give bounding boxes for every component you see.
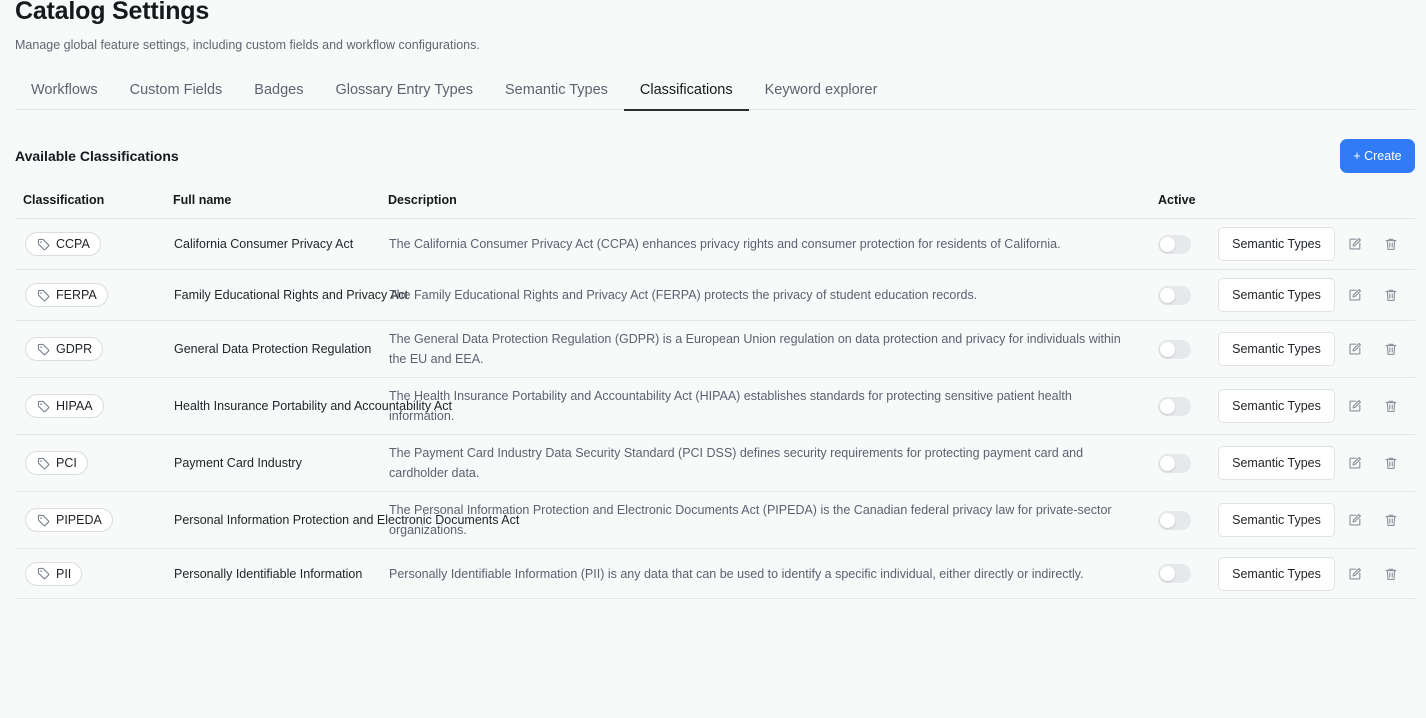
edit-cell: [1346, 321, 1364, 377]
header-classification: Classification: [23, 193, 105, 207]
semantic-types-cell: [1218, 321, 1335, 377]
classification-tag: [25, 232, 101, 256]
tab-custom-fields[interactable]: Custom Fields: [129, 82, 223, 98]
tag-icon: [37, 343, 50, 356]
trash-icon[interactable]: [1382, 286, 1400, 304]
classification-tag-label: PIPEDA: [56, 513, 102, 527]
classification-tag-label: PII: [56, 566, 72, 581]
classification-tag-label: FERPA: [56, 288, 97, 302]
tag-icon: [37, 514, 50, 527]
full-name: Family Educational Rights and Privacy Act: [174, 288, 409, 302]
page-subtitle: Manage global feature settings, including custom fields and workflow configurations.: [15, 38, 480, 52]
table-row: [15, 492, 1415, 549]
table-row: [15, 435, 1415, 492]
table-row: [15, 219, 1415, 270]
tag-icon: [37, 567, 50, 580]
semantic-types-button[interactable]: Semantic Types: [1218, 227, 1335, 261]
tag-icon: [37, 457, 50, 470]
delete-cell: [1382, 378, 1400, 434]
delete-cell: [1382, 219, 1400, 269]
table-row: [15, 321, 1415, 378]
classification-tag: [25, 562, 82, 586]
tag-icon: [37, 289, 50, 302]
active-toggle[interactable]: [1158, 340, 1191, 359]
full-name-cell: [174, 549, 376, 598]
description: The Payment Card Industry Data Security Standard (PCI DSS) defines security requirements for protecting payment card and cardholder data.: [389, 446, 1084, 480]
tag-icon: [37, 400, 50, 413]
edit-cell: [1346, 435, 1364, 491]
delete-cell: [1382, 270, 1400, 320]
classification-cell: [25, 321, 103, 377]
classification-tag: [25, 451, 88, 475]
edit-icon[interactable]: [1346, 454, 1364, 472]
edit-icon[interactable]: [1346, 511, 1364, 529]
description-cell: [389, 549, 1139, 598]
delete-cell: [1382, 492, 1400, 548]
active-cell: [1158, 492, 1191, 548]
delete-cell: [1382, 321, 1400, 377]
description: The Personal Information Protection and Electronic Documents Act (PIPEDA) is the Canadian federal privacy law for private-sector organizations.: [389, 503, 1112, 537]
classification-cell: [25, 378, 104, 434]
semantic-types-cell: [1218, 378, 1335, 434]
tag-icon: [37, 238, 50, 251]
tab-workflows[interactable]: Workflows: [31, 82, 98, 98]
classification-tag: [25, 508, 113, 532]
active-toggle[interactable]: [1158, 286, 1191, 305]
active-toggle[interactable]: [1158, 511, 1191, 530]
trash-icon[interactable]: [1382, 565, 1400, 583]
semantic-types-button[interactable]: Semantic Types: [1218, 446, 1335, 480]
tab-semantic-types[interactable]: Semantic Types: [505, 82, 608, 98]
description: The General Data Protection Regulation (GDPR) is a European Union regulation on data protection and privacy for individuals within the EU and EEA.: [389, 332, 1121, 366]
semantic-types-cell: [1218, 270, 1335, 320]
classification-tag-label: GDPR: [56, 342, 93, 356]
edit-icon[interactable]: [1346, 397, 1364, 415]
header-full-name: Full name: [173, 193, 232, 207]
classification-cell: [25, 492, 113, 548]
active-toggle[interactable]: [1158, 564, 1191, 583]
description-cell: [389, 270, 1139, 320]
trash-icon[interactable]: [1382, 340, 1400, 358]
full-name: Payment Card Industry: [174, 456, 302, 470]
table-row: [15, 270, 1415, 321]
classification-cell: [25, 435, 88, 491]
semantic-types-cell: [1218, 492, 1335, 548]
full-name-cell: [174, 378, 452, 434]
tab-keyword-explorer[interactable]: Keyword explorer: [764, 82, 878, 98]
edit-icon[interactable]: [1346, 340, 1364, 358]
header-active: Active: [1158, 193, 1196, 207]
semantic-types-cell: [1218, 435, 1335, 491]
full-name: Personally Identifiable Information: [174, 566, 363, 581]
active-cell: [1158, 270, 1191, 320]
tab-glossary-entry-types[interactable]: Glossary Entry Types: [335, 82, 473, 98]
description-cell: [389, 492, 1139, 548]
classification-cell: [25, 270, 108, 320]
semantic-types-button[interactable]: Semantic Types: [1218, 332, 1335, 366]
description-cell: [389, 321, 1139, 377]
full-name-cell: [174, 321, 376, 377]
active-cell: [1158, 378, 1191, 434]
classification-tag: [25, 337, 103, 361]
active-cell: [1158, 435, 1191, 491]
edit-cell: [1346, 492, 1364, 548]
active-cell: [1158, 549, 1191, 598]
semantic-types-button[interactable]: Semantic Types: [1218, 389, 1335, 423]
trash-icon[interactable]: [1382, 397, 1400, 415]
create-button[interactable]: + Create: [1340, 139, 1415, 173]
header-description: Description: [388, 193, 457, 207]
delete-cell: [1382, 435, 1400, 491]
classification-cell: [25, 219, 101, 269]
description: The Family Educational Rights and Privacy Act (FERPA) protects the privacy of student education records.: [389, 288, 978, 302]
description: Personally Identifiable Information (PII) is any data that can be used to identify a specific individual, either directly or indirectly.: [389, 566, 1084, 581]
semantic-types-button[interactable]: Semantic Types: [1218, 557, 1335, 591]
edit-icon[interactable]: [1346, 235, 1364, 253]
edit-icon[interactable]: [1346, 565, 1364, 583]
table-row: [15, 378, 1415, 435]
full-name-cell: [174, 270, 409, 320]
full-name-cell: [174, 492, 520, 548]
semantic-types-cell: [1218, 549, 1335, 598]
full-name: California Consumer Privacy Act: [174, 237, 354, 251]
semantic-types-button[interactable]: Semantic Types: [1218, 503, 1335, 537]
description-cell: [389, 378, 1139, 434]
table-row: [15, 549, 1415, 599]
section-title: Available Classifications: [15, 148, 179, 164]
classification-tag-label: HIPAA: [56, 399, 93, 413]
trash-icon[interactable]: [1382, 235, 1400, 253]
classification-cell: [25, 549, 82, 598]
semantic-types-button[interactable]: Semantic Types: [1218, 278, 1335, 312]
full-name: Personal Information Protection and Electronic Documents Act: [174, 513, 520, 527]
semantic-types-cell: [1218, 219, 1335, 269]
description: The Health Insurance Portability and Accountability Act (HIPAA) establishes standards for protecting sensitive patient health information.: [389, 389, 1072, 423]
page-title: Catalog Settings: [15, 0, 210, 25]
trash-icon[interactable]: [1382, 454, 1400, 472]
active-toggle[interactable]: [1158, 235, 1191, 254]
full-name: Health Insurance Portability and Accountability Act: [174, 399, 452, 413]
delete-cell: [1382, 549, 1400, 598]
edit-cell: [1346, 549, 1364, 598]
classifications-table: [15, 182, 1415, 599]
description: The California Consumer Privacy Act (CCPA) enhances privacy rights and consumer protection for residents of California.: [389, 237, 1061, 251]
classification-tag-label: PCI: [56, 456, 77, 470]
edit-cell: [1346, 219, 1364, 269]
classification-tag: [25, 283, 108, 307]
description-cell: [389, 219, 1139, 269]
full-name: General Data Protection Regulation: [174, 342, 372, 356]
active-cell: [1158, 219, 1191, 269]
tab-classifications[interactable]: Classifications: [624, 70, 749, 110]
active-toggle[interactable]: [1158, 454, 1191, 473]
active-toggle[interactable]: [1158, 397, 1191, 416]
classification-tag-label: CCPA: [56, 237, 90, 251]
full-name-cell: [174, 219, 376, 269]
active-cell: [1158, 321, 1191, 377]
full-name-cell: [174, 435, 376, 491]
trash-icon[interactable]: [1382, 511, 1400, 529]
tab-badges[interactable]: Badges: [254, 82, 304, 98]
table-header: [15, 182, 1415, 219]
description-cell: [389, 435, 1139, 491]
edit-cell: [1346, 378, 1364, 434]
settings-tabs: [15, 70, 1415, 110]
edit-icon[interactable]: [1346, 286, 1364, 304]
edit-cell: [1346, 270, 1364, 320]
classification-tag: [25, 394, 104, 418]
